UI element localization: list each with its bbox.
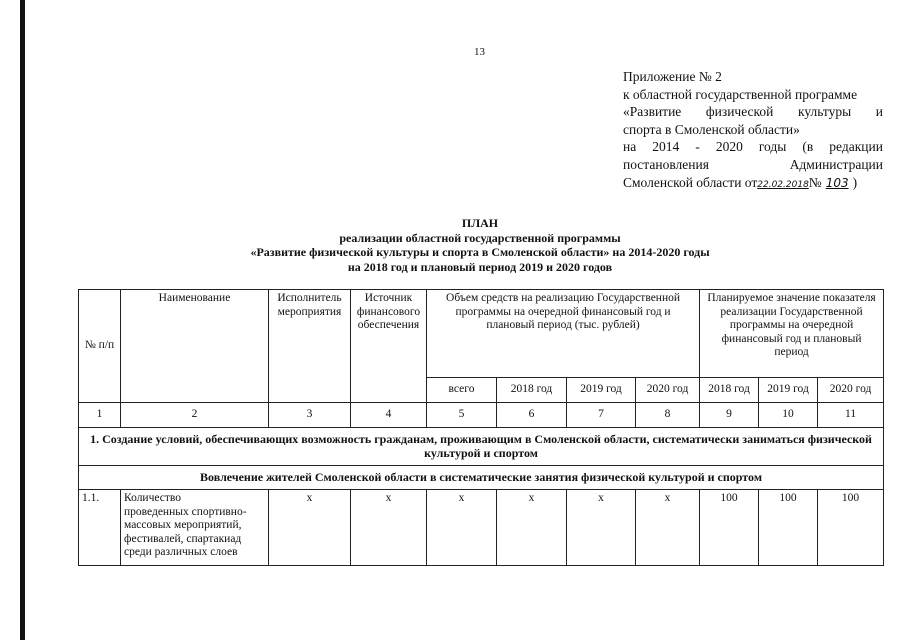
row-indicator-2018: 100 [700,490,759,566]
header-num: № п/п [79,290,121,403]
appendix-line-3 [623,103,883,121]
row-2018: х [497,490,567,566]
header-funds: Объем средств на реализацию Государственной программы на очередной финансовый год и плановый период (тыс. рублей) [427,290,700,378]
appendix-line-7 [623,174,883,195]
header-source: Источник финансового обеспечения [351,290,427,403]
column-number: 8 [636,403,700,428]
word: «Развитие [623,104,682,120]
column-number: 5 [427,403,497,428]
column-number: 3 [269,403,351,428]
header-executor: Исполнитель мероприятия [269,290,351,403]
title-line-3: «Развитие физической культуры и спорта в Смоленской области» на 2014-2020 годы [250,245,710,259]
appendix-line-1: Приложение № 2 [623,69,722,84]
row-executor: х [269,490,351,566]
section-heading: 1. Создание условий, обеспечивающих возможность гражданам, проживающим в Смоленской области, систематически заниматься физической культурой и спортом [79,428,884,466]
column-number: 2 [121,403,269,428]
word: культуры [797,104,852,120]
column-number: 6 [497,403,567,428]
plan-table [78,289,884,566]
row-indicator-2019: 100 [759,490,818,566]
row-name [121,490,269,566]
funds-sub-2020: 2020 год [636,378,700,403]
appendix-line-6 [623,156,883,174]
funds-sub-2019: 2019 год [567,378,636,403]
column-number: 7 [567,403,636,428]
appendix-line-5 [623,138,883,156]
number-sign: № [808,174,822,190]
funds-sub-2018: 2018 год [497,378,567,403]
word: 2014 [652,139,680,155]
appendix-date-prefix: Смоленской области от [623,174,758,190]
word: и [875,104,883,120]
row-source: х [351,490,427,566]
appendix-line-2: к областной государственной программе [623,86,858,102]
indicator-sub-2019: 2019 год [759,378,818,403]
title-line-2: реализации областной государственной программы [339,230,621,245]
column-number: 11 [818,403,884,428]
word: на [623,139,637,155]
word: (в [802,139,814,155]
header-name: Наименование [121,290,269,403]
word: физической [705,104,774,120]
row-indicator-2020: 100 [818,490,884,566]
header-indicator: Планируемое значение показателя реализации Государственной программы на очередной финансовый год и плановый период [700,290,884,378]
handwritten-number: 103 [825,175,849,190]
word: годы [758,139,787,155]
column-number: 10 [759,403,818,428]
word: редакции [829,139,883,155]
row-name-line: среди различных слоев [124,546,238,558]
subsection-heading: Вовлечение жителей Смоленской области в систематические занятия физической культурой и спортом [79,466,884,490]
page-edge-bar [20,0,25,640]
word: - [695,139,700,155]
column-number: 4 [351,403,427,428]
row-name-line: Количество [124,492,181,504]
row-2019: х [567,490,636,566]
word: постановления [623,156,709,172]
row-2020: х [636,490,700,566]
indicator-sub-2020: 2020 год [818,378,884,403]
appendix-line-4: спорта в Смоленской области» [623,121,800,137]
row-total: х [427,490,497,566]
title-line-1: ПЛАН [461,216,499,230]
row-name-line: массовых мероприятий, [124,519,242,531]
column-number: 1 [79,403,121,428]
row-number: 1.1. [79,490,121,566]
appendix-block [623,68,883,194]
funds-sub-total: всего [427,378,497,403]
row-name-line: фестивалей, спартакиад [124,532,242,545]
word: Администрации [789,156,883,172]
word: 2020 [715,139,743,155]
closing-paren: ) [852,174,858,190]
column-number: 9 [700,403,759,428]
row-name-line: проведенных спортивно- [124,505,247,518]
handwritten-date: 22.02.2018 [757,179,809,190]
title-line-4: на 2018 год и плановый период 2019 и 2020 годов [347,259,613,274]
document-title [100,216,860,274]
indicator-sub-2018: 2018 год [700,378,759,403]
page-number: 13 [474,46,485,58]
